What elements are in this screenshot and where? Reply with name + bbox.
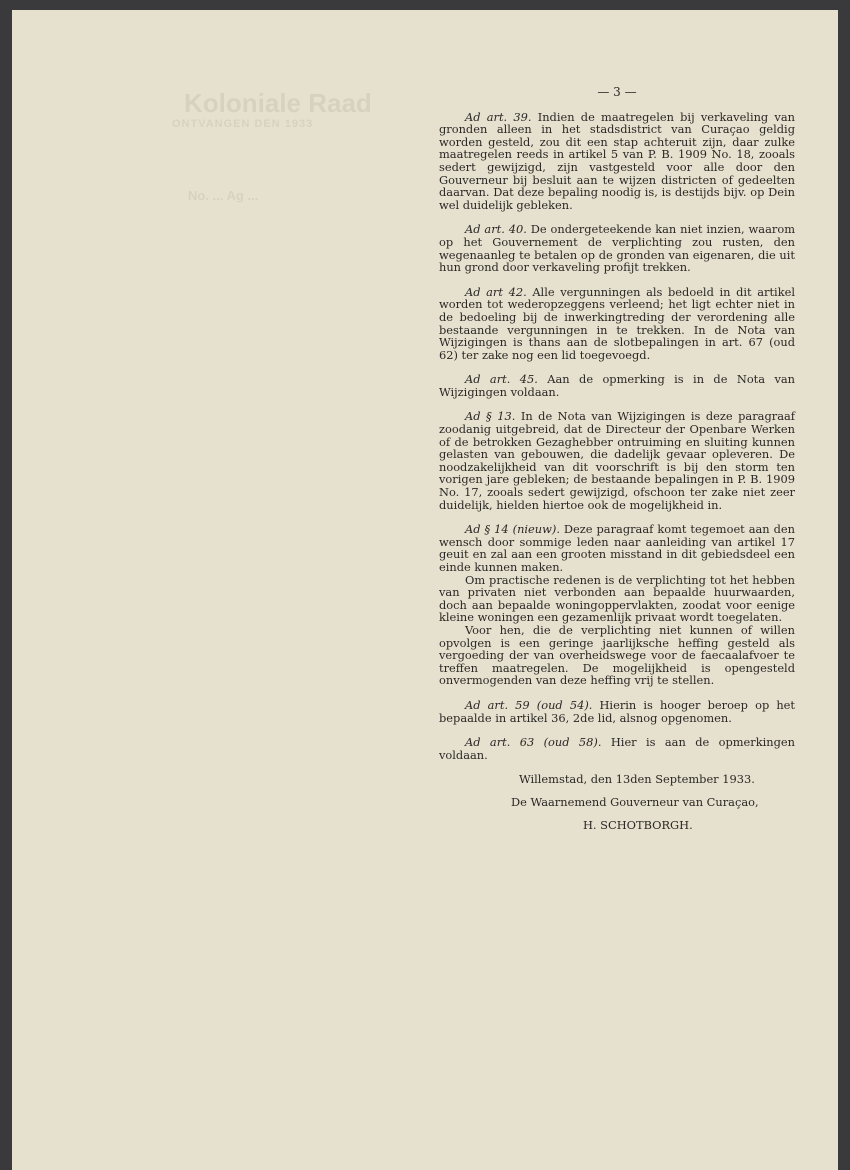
paragraph-lead: Ad art. 63 (oud 58).	[465, 735, 602, 750]
paragraph-lead: Ad art 42.	[465, 284, 527, 299]
paragraph-section-14-levy	[439, 624, 795, 687]
signatory-name: H. SCHOTBORGH.	[583, 817, 693, 832]
paragraph-art-45	[439, 373, 795, 398]
paragraph-text: De ondergeteekende kan niet inzien, waarom op het Gouvernement de verplichting zou rusten, den wegenaanleg te betalen op de gronden van eigenaren, die uit hun grond door verkaveling profijt trekken.	[439, 222, 795, 275]
paragraph-lead: Ad art. 39.	[465, 109, 532, 124]
document-page	[12, 10, 838, 1170]
paragraph-art-39	[439, 111, 795, 212]
paragraph-text: Om practische redenen is de verplichting tot het hebben van privaten niet verbonden aan bepaalde huurwaarden, doch aan bepaalde woningoppervlakten, zoodat voor eenige kleine woningen een gezamenlijk privaat wordt toegelaten.	[439, 572, 795, 625]
page-number: — 3 —	[597, 85, 637, 99]
paragraph-text: Indien de maatregelen bij verkaveling van gronden alleen in het stadsdistrict van Curaçao geldig worden gesteld, zou dit een stap achteruit zijn, daar zulke maatregelen reeds in artikel 5 van P. B. 1909 No. 18, zooals sedert gewijzigd, zijn vastgesteld voor alle door den Gouverneur bij besluit aan te wijzen districten of gedeelten daarvan. Dat deze bepaling noodig is, is destijds bijv. op Dein wel duidelijk gebleken.	[439, 109, 795, 212]
paragraph-section-14	[439, 523, 795, 573]
paragraph-text: Aan de opmerking is in de Nota van Wijzigingen voldaan.	[439, 372, 796, 399]
paragraph-section-14-practical	[439, 574, 795, 624]
paragraph-text: Hierin is hooger beroep op het bepaalde in artikel 36, 2de lid, alsnog opgenomen.	[439, 697, 795, 725]
paragraph-lead: Ad art. 59 (oud 54).	[465, 697, 593, 712]
document-body	[439, 86, 795, 841]
show-through-heading: Koloniale Raad	[184, 88, 372, 118]
paragraph-art-63	[439, 736, 795, 761]
paragraph-text: Voor hen, die de verplichting niet kunnen of willen opvolgen is een geringe jaarlijksche heffing gesteld als vergoeding der van overheidswege voor de faecaalafvoer te treffen maatregelen. De mogelijkheid is opengesteld onvermogenden van deze heffing vrij te stellen.	[439, 622, 795, 688]
paragraph-text: In de Nota van Wijzigingen is deze paragraaf zoodanig uitgebreid, dat de Directeur der Openbare Werken of de betrokken Gezaghebber ontruiming en sluiting kunnen gelasten van gebouwen, die dadelijk gevaar opleveren. De noodzakelijkheid van dit voorschrift is bij den storm ten vorigen jare gebleken; de bestaande bepalingen in P. B. 1909 No. 17, zooals sedert gewijzigd, ofschoon ter zake niet zeer duidelijk, hielden hiertoe ook de mogelijkheid in.	[439, 409, 795, 512]
paragraph-text: Hier is aan de opmerkingen voldaan.	[439, 735, 795, 762]
paragraph-text: Deze paragraaf komt tegemoet aan den wensch door sommige leden naar aanleiding van artikel 17 geuit en zal aan een grooten misstand in dit gebiedsdeel een einde kunnen maken.	[439, 522, 795, 574]
paragraph-art-40	[439, 223, 795, 273]
paragraph-art-42	[439, 286, 795, 362]
paragraph-lead: Ad art. 45.	[465, 372, 538, 387]
show-through-number: No. ... Ag ...	[188, 188, 259, 203]
signatory-title: De Waarnemend Gouverneur van Curaçao,	[511, 794, 759, 809]
paragraph-text: Alle vergunningen als bedoeld in dit artikel worden tot wederopzeggens verleend; het ligt echter niet in de bedoeling bij de inwerkingtreding der verordening alle bestaande vergunningen in te trekken. In de Nota van Wijzigingen is thans aan de slotbepalingen in art. 67 (oud 62) ter zake nog een lid toegevoegd.	[439, 284, 795, 362]
show-through-stamp: ONTVANGEN DEN 1933	[172, 118, 314, 130]
paragraph-art-59	[439, 699, 795, 724]
paragraph-lead: Ad § 14 (nieuw).	[465, 522, 560, 537]
paragraph-section-13	[439, 410, 795, 511]
place-date: Willemstad, den 13den September 1933.	[519, 772, 755, 787]
paragraph-lead: Ad art. 40.	[465, 222, 527, 237]
paragraph-lead: Ad § 13.	[465, 409, 516, 424]
